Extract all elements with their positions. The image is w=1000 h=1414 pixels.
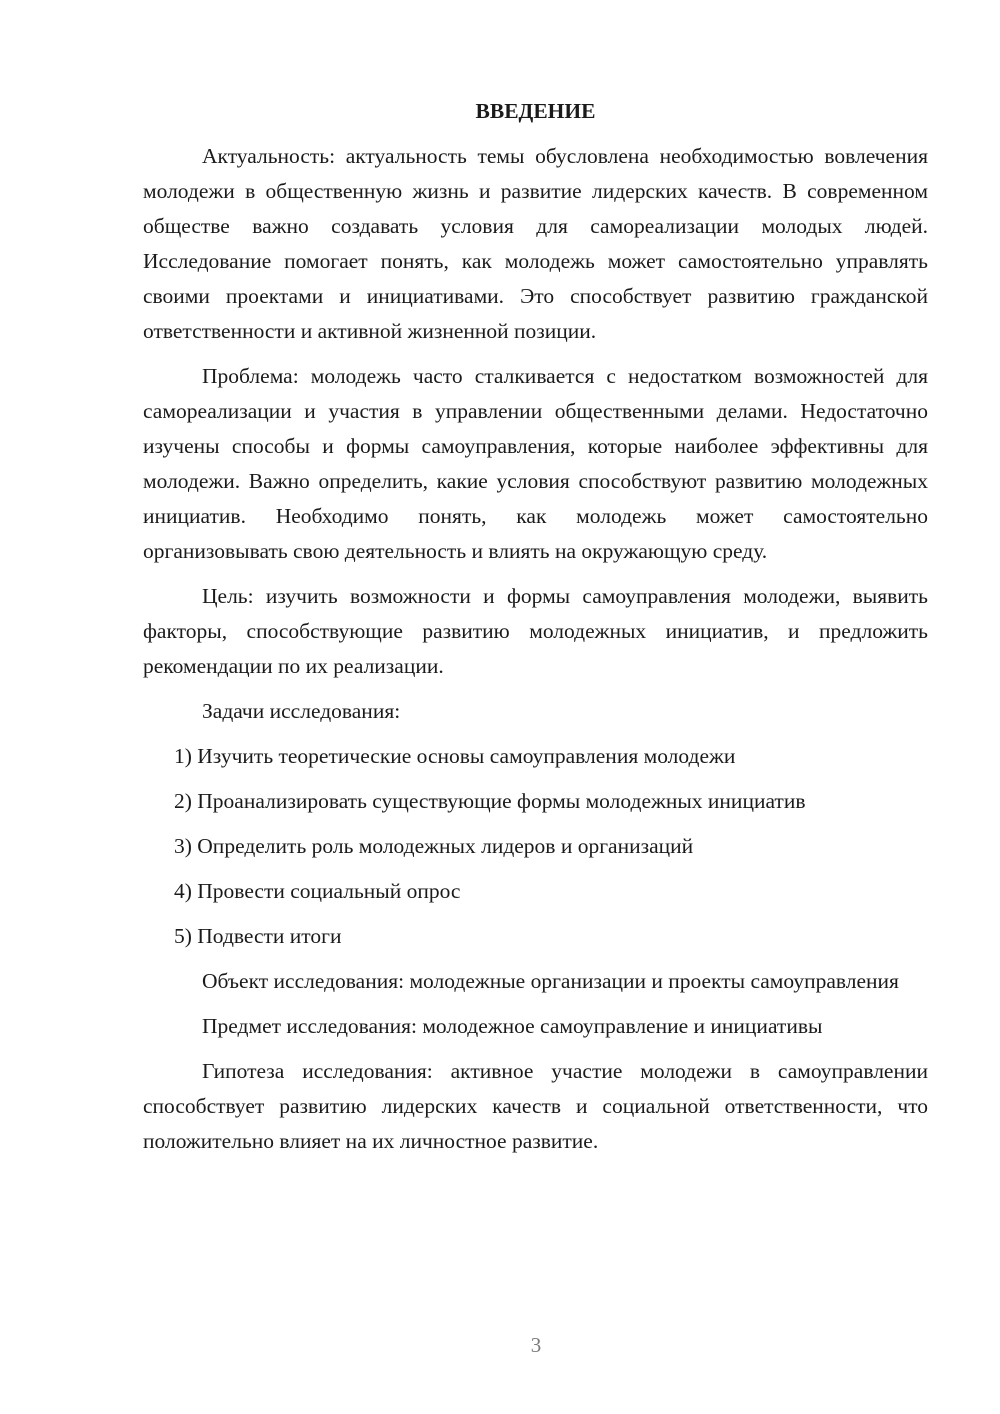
object-paragraph: Объект исследования: молодежные организации и проекты самоуправления (202, 969, 899, 993)
goal-paragraph: Цель: изучить возможности и формы самоуправления молодежи, выявить факторы, способствующие развитию молодежных инициатив, и предложить рекомендации по их реализации. (143, 584, 928, 678)
task-item: 3) Определить роль молодежных лидеров и организаций (174, 834, 694, 858)
task-item: 1) Изучить теоретические основы самоуправления молодежи (174, 744, 736, 768)
tasks-list (143, 739, 928, 954)
problem-paragraph: Проблема: молодежь часто сталкивается с недостатком возможностей для самореализации и участия в управлении общественными делами. Недостаточно изучены способы и формы самоуправления, которые наиболее эффективны для молодежи. Важно определить, какие условия способствуют развитию молодежных инициатив. Необходимо понять, как молодежь может самостоятельно организовывать свою деятельность и влиять на окружающую среду. (143, 364, 928, 563)
task-item: 5) Подвести итоги (174, 924, 342, 948)
task-item: 4) Провести социальный опрос (174, 879, 461, 903)
task-item: 2) Проанализировать существующие формы молодежных инициатив (174, 789, 806, 813)
subject-paragraph: Предмет исследования: молодежное самоуправление и инициативы (202, 1014, 823, 1038)
page-number: 3 (530, 1333, 542, 1357)
relevance-paragraph: Актуальность: актуальность темы обусловлена необходимостью вовлечения молодежи в общественную жизнь и развитие лидерских качеств. В современном обществе важно создавать условия для самореализации молодых людей. Исследование помогает понять, как молодежь может самостоятельно управлять своими проектами и инициативами. Это способствует развитию гражданской ответственности и активной жизненной позиции. (143, 144, 928, 343)
tasks-heading: Задачи исследования: (202, 699, 401, 723)
hypothesis-paragraph: Гипотеза исследования: активное участие молодежи в самоуправлении способствует развитию лидерских качеств и социальной ответственности, что положительно влияет на их личностное развитие. (143, 1059, 928, 1153)
document-page (143, 94, 928, 1169)
section-title: ВВЕДЕНИЕ (475, 99, 596, 123)
